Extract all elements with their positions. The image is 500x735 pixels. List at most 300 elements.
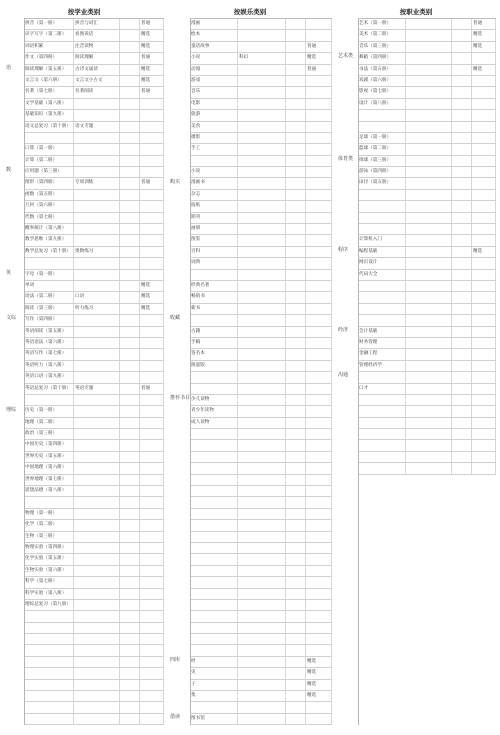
table-cell[interactable] [120,657,140,667]
table-cell[interactable] [238,680,286,690]
table-cell[interactable] [238,156,286,166]
table-cell[interactable] [472,361,496,371]
table-cell[interactable] [286,634,306,644]
table-cell[interactable] [286,554,306,564]
table-cell[interactable] [472,372,496,382]
table-cell[interactable] [238,634,286,644]
table-cell[interactable] [140,520,164,530]
table-cell[interactable] [452,235,472,245]
table-cell[interactable] [120,554,140,564]
table-cell[interactable] [406,315,452,325]
table-cell[interactable]: 金融工程 [358,349,406,359]
table-cell[interactable]: 词语积累 [24,42,74,52]
table-cell[interactable]: 篮球（第二册） [358,144,406,154]
table-cell[interactable] [452,224,472,234]
table-cell[interactable]: 手稿 [190,338,238,348]
table-cell[interactable] [190,315,238,325]
table-cell[interactable] [452,338,472,348]
table-cell[interactable] [452,315,472,325]
table-cell[interactable] [472,429,496,439]
table-cell[interactable]: 精选 [472,42,496,52]
table-cell[interactable] [74,554,120,564]
table-cell[interactable] [120,611,140,621]
table-cell[interactable]: 名著阅读 [74,87,120,97]
table-cell[interactable]: 精选 [306,691,332,701]
table-cell[interactable] [120,634,140,644]
table-cell[interactable]: 识字写字（第二册） [24,30,74,40]
table-cell[interactable]: 文言文（第六册） [24,76,74,86]
table-cell[interactable] [306,110,332,120]
table-cell[interactable] [74,235,120,245]
table-cell[interactable]: 图鉴 [190,235,238,245]
table-cell[interactable] [286,99,306,109]
table-cell[interactable] [120,53,140,63]
table-cell[interactable]: 科幻 [238,53,286,63]
table-cell[interactable] [286,258,306,268]
table-cell[interactable] [306,372,332,382]
table-cell[interactable] [472,395,496,405]
table-cell[interactable] [238,235,286,245]
table-cell[interactable]: 专项训练 [74,178,120,188]
table-cell[interactable] [120,213,140,223]
table-cell[interactable] [190,645,238,655]
table-cell[interactable]: 世界历史（第五册） [24,452,74,462]
table-cell[interactable] [406,213,452,223]
table-cell[interactable]: 文言文小古文 [74,76,120,86]
table-cell[interactable] [472,122,496,132]
table-cell[interactable]: 少儿读物 [190,395,238,405]
table-cell[interactable] [238,327,286,337]
table-cell[interactable]: 语法（第二册） [24,292,74,302]
table-cell[interactable] [286,657,306,667]
table-cell[interactable]: 阅读理解 [74,53,120,63]
table-cell[interactable] [306,30,332,40]
table-cell[interactable] [452,133,472,143]
table-cell[interactable] [238,475,286,485]
table-cell[interactable]: 思想品德（第八册） [24,486,74,496]
table-cell[interactable]: 旅游 [190,110,238,120]
table-cell[interactable] [358,440,406,450]
table-cell[interactable] [286,42,306,52]
table-cell[interactable] [238,623,286,633]
table-cell[interactable] [286,486,306,496]
table-cell[interactable] [406,463,452,473]
table-cell[interactable] [306,497,332,507]
table-cell[interactable] [120,623,140,633]
table-cell[interactable] [74,657,120,667]
table-cell[interactable] [238,406,286,416]
table-cell[interactable] [238,577,286,587]
table-cell[interactable] [74,349,120,359]
table-cell[interactable]: 青少年读物 [190,406,238,416]
table-cell[interactable]: 精选 [306,680,332,690]
table-cell[interactable] [120,110,140,120]
table-cell[interactable] [358,304,406,314]
table-cell[interactable]: 精选 [472,65,496,75]
table-cell[interactable] [190,520,238,530]
table-cell[interactable] [238,258,286,268]
table-cell[interactable]: 代数（第七册） [24,213,74,223]
table-cell[interactable] [306,702,332,712]
table-cell[interactable] [120,577,140,587]
table-cell[interactable] [238,452,286,462]
table-cell[interactable] [190,577,238,587]
table-cell[interactable] [306,475,332,485]
table-cell[interactable] [238,566,286,576]
table-cell[interactable] [120,702,140,712]
table-cell[interactable] [74,258,120,268]
table-cell[interactable] [190,452,238,462]
table-cell[interactable] [472,156,496,166]
table-cell[interactable] [406,418,452,428]
table-cell[interactable]: 集 [190,691,238,701]
table-cell[interactable] [120,270,140,280]
table-cell[interactable] [120,167,140,177]
table-cell[interactable]: 子 [190,680,238,690]
table-cell[interactable]: 口算（第一册） [24,144,74,154]
table-cell[interactable]: 历史（第一册） [24,406,74,416]
table-cell[interactable] [74,611,120,621]
table-cell[interactable]: 精选 [140,76,164,86]
table-cell[interactable] [286,87,306,97]
table-cell[interactable] [120,235,140,245]
table-cell[interactable] [306,167,332,177]
table-cell[interactable] [306,178,332,188]
table-cell[interactable]: 限量版 [190,361,238,371]
table-cell[interactable]: 设计（第八册） [358,99,406,109]
table-cell[interactable]: 文学基础（第八册） [24,99,74,109]
table-cell[interactable] [286,418,306,428]
table-cell[interactable] [238,201,286,211]
table-cell[interactable] [238,338,286,348]
table-cell[interactable] [452,304,472,314]
table-cell[interactable] [286,235,306,245]
table-cell[interactable] [286,702,306,712]
table-cell[interactable] [74,589,120,599]
table-cell[interactable] [406,235,452,245]
table-cell[interactable]: 小说 [190,53,238,63]
table-cell[interactable] [140,315,164,325]
table-cell[interactable] [120,133,140,143]
table-cell[interactable] [306,247,332,257]
table-cell[interactable] [238,384,286,394]
table-cell[interactable]: 世界地理（第七册） [24,475,74,485]
table-cell[interactable] [238,30,286,40]
table-cell[interactable] [74,623,120,633]
table-cell[interactable] [286,714,306,724]
table-cell[interactable] [452,99,472,109]
table-cell[interactable] [306,133,332,143]
table-cell[interactable]: 经典名著 [190,281,238,291]
table-cell[interactable] [238,486,286,496]
table-cell[interactable]: 中国地理（第六册） [24,463,74,473]
table-cell[interactable] [358,281,406,291]
table-cell[interactable] [306,349,332,359]
table-cell[interactable]: 单词 [24,281,74,291]
table-cell[interactable] [406,19,452,29]
table-cell[interactable] [286,281,306,291]
table-cell[interactable] [306,554,332,564]
table-cell[interactable]: 画册 [190,224,238,234]
table-cell[interactable] [286,304,306,314]
table-cell[interactable]: 生物（第三册） [24,532,74,542]
table-cell[interactable] [120,327,140,337]
table-cell[interactable] [306,76,332,86]
table-cell[interactable] [286,315,306,325]
table-cell[interactable] [120,418,140,428]
table-cell[interactable] [406,384,452,394]
table-cell[interactable] [140,235,164,245]
table-cell[interactable] [140,645,164,655]
table-cell[interactable]: 政治（第三册） [24,429,74,439]
table-cell[interactable] [452,87,472,97]
table-cell[interactable]: 普通 [306,42,332,52]
table-cell[interactable] [120,668,140,678]
table-cell[interactable] [472,190,496,200]
table-cell[interactable] [238,554,286,564]
table-cell[interactable] [452,372,472,382]
table-cell[interactable]: 手工 [190,144,238,154]
table-cell[interactable] [120,178,140,188]
table-cell[interactable] [24,645,74,655]
table-cell[interactable]: 科学（第七册） [24,577,74,587]
table-cell[interactable] [286,327,306,337]
table-cell[interactable]: 摄影 [190,133,238,143]
table-cell[interactable] [286,668,306,678]
table-cell[interactable] [452,30,472,40]
table-cell[interactable] [120,497,140,507]
table-cell[interactable] [406,281,452,291]
table-cell[interactable]: 期刊 [190,213,238,223]
table-cell[interactable] [74,452,120,462]
table-cell[interactable] [74,486,120,496]
table-cell[interactable] [472,384,496,394]
table-cell[interactable] [238,292,286,302]
table-cell[interactable]: 理综总复习（第九册） [24,600,74,610]
table-cell[interactable] [190,634,238,644]
table-cell[interactable] [120,486,140,496]
table-cell[interactable]: 阅读理解（第五册） [24,65,74,75]
table-cell[interactable]: 看图说话 [74,30,120,40]
table-cell[interactable] [238,497,286,507]
table-cell[interactable] [238,42,286,52]
table-cell[interactable] [452,213,472,223]
table-cell[interactable] [190,497,238,507]
table-cell[interactable] [190,372,238,382]
table-cell[interactable] [286,361,306,371]
table-cell[interactable] [286,497,306,507]
table-cell[interactable] [120,543,140,553]
table-cell[interactable] [472,418,496,428]
table-cell[interactable]: 计算机入门 [358,235,406,245]
table-cell[interactable] [140,566,164,576]
table-cell[interactable] [120,532,140,542]
table-cell[interactable] [74,133,120,143]
table-cell[interactable] [24,668,74,678]
table-cell[interactable]: 漫画 [190,19,238,29]
table-cell[interactable] [190,702,238,712]
table-cell[interactable] [24,657,74,667]
table-cell[interactable] [472,292,496,302]
table-cell[interactable]: 杂志 [190,190,238,200]
table-cell[interactable] [452,110,472,120]
table-cell[interactable] [120,452,140,462]
table-cell[interactable] [358,122,406,132]
table-cell[interactable] [452,76,472,86]
table-cell[interactable] [120,99,140,109]
table-cell[interactable] [306,19,332,29]
table-cell[interactable] [306,270,332,280]
table-cell[interactable]: 听力练习 [74,304,120,314]
table-cell[interactable] [238,429,286,439]
table-cell[interactable] [306,338,332,348]
table-cell[interactable] [406,76,452,86]
table-cell[interactable]: 精选 [306,53,332,63]
table-cell[interactable] [358,395,406,405]
table-cell[interactable]: 函数（第五册） [24,190,74,200]
table-cell[interactable] [286,680,306,690]
table-cell[interactable]: 物理（第一册） [24,509,74,519]
table-cell[interactable]: 计算（第二册） [24,156,74,166]
table-cell[interactable] [74,577,120,587]
table-cell[interactable]: 语文专题 [74,122,120,132]
table-cell[interactable] [286,395,306,405]
table-cell[interactable] [358,452,406,462]
table-cell[interactable] [120,395,140,405]
table-cell[interactable]: 名著（第七册） [24,87,74,97]
table-cell[interactable] [306,395,332,405]
table-cell[interactable] [140,463,164,473]
table-cell[interactable] [406,144,452,154]
table-cell[interactable] [140,452,164,462]
table-cell[interactable] [306,213,332,223]
table-cell[interactable] [120,258,140,268]
table-cell[interactable] [406,258,452,268]
table-cell[interactable] [358,190,406,200]
table-cell[interactable] [140,543,164,553]
table-cell[interactable] [306,634,332,644]
table-cell[interactable]: 精选 [140,281,164,291]
table-cell[interactable] [238,668,286,678]
table-cell[interactable] [140,475,164,485]
table-cell[interactable] [472,270,496,280]
table-cell[interactable] [74,440,120,450]
table-cell[interactable] [74,224,120,234]
table-cell[interactable] [472,224,496,234]
table-cell[interactable] [286,429,306,439]
table-cell[interactable] [286,384,306,394]
table-cell[interactable] [190,384,238,394]
table-cell[interactable] [286,156,306,166]
table-cell[interactable] [74,463,120,473]
table-cell[interactable] [306,258,332,268]
table-cell[interactable] [140,486,164,496]
table-cell[interactable] [306,292,332,302]
table-cell[interactable] [120,338,140,348]
table-cell[interactable] [120,292,140,302]
table-cell[interactable] [24,702,74,712]
table-cell[interactable] [286,133,306,143]
table-cell[interactable] [286,190,306,200]
table-cell[interactable]: 英语总复习（第十册） [24,384,74,394]
table-cell[interactable] [306,440,332,450]
table-cell[interactable]: 精选 [472,30,496,40]
table-cell[interactable] [286,543,306,553]
table-cell[interactable] [406,247,452,257]
table-cell[interactable] [238,304,286,314]
table-cell[interactable] [120,190,140,200]
table-cell[interactable] [190,475,238,485]
table-cell[interactable] [238,463,286,473]
table-cell[interactable] [306,201,332,211]
table-cell[interactable] [140,532,164,542]
table-cell[interactable] [190,543,238,553]
table-cell[interactable] [306,384,332,394]
table-cell[interactable]: 英语阅读（第五册） [24,327,74,337]
table-cell[interactable] [238,543,286,553]
table-cell[interactable] [120,42,140,52]
table-cell[interactable] [140,668,164,678]
table-cell[interactable] [120,691,140,701]
table-cell[interactable] [358,201,406,211]
table-cell[interactable]: 语文总复习（第十册） [24,122,74,132]
table-cell[interactable] [306,235,332,245]
table-cell[interactable]: 拼音（第一册） [24,19,74,29]
table-cell[interactable] [286,691,306,701]
table-cell[interactable] [406,361,452,371]
table-cell[interactable] [452,406,472,416]
table-cell[interactable] [238,178,286,188]
table-cell[interactable] [406,133,452,143]
table-cell[interactable]: 游戏 [190,76,238,86]
table-cell[interactable] [74,190,120,200]
table-cell[interactable] [74,167,120,177]
table-cell[interactable] [140,201,164,211]
table-cell[interactable] [286,122,306,132]
table-cell[interactable] [238,122,286,132]
table-cell[interactable] [358,418,406,428]
table-cell[interactable] [74,327,120,337]
table-cell[interactable] [24,634,74,644]
table-cell[interactable] [472,99,496,109]
table-cell[interactable] [452,281,472,291]
table-cell[interactable]: 物理实验（第四册） [24,543,74,553]
table-cell[interactable] [238,418,286,428]
table-cell[interactable] [140,406,164,416]
table-cell[interactable] [120,429,140,439]
table-cell[interactable] [406,452,452,462]
table-cell[interactable] [140,497,164,507]
table-cell[interactable] [358,406,406,416]
table-cell[interactable]: 书法（第五册） [358,65,406,75]
table-cell[interactable] [238,144,286,154]
table-cell[interactable] [452,429,472,439]
table-cell[interactable] [286,577,306,587]
table-cell[interactable] [190,156,238,166]
table-cell[interactable] [286,406,306,416]
table-cell[interactable] [74,532,120,542]
table-cell[interactable] [452,292,472,302]
table-cell[interactable] [140,338,164,348]
table-cell[interactable]: 精选 [140,292,164,302]
table-cell[interactable] [74,509,120,519]
table-cell[interactable] [140,349,164,359]
table-cell[interactable] [406,87,452,97]
table-cell[interactable]: 应用题（第三册） [24,167,74,177]
table-cell[interactable] [238,589,286,599]
table-cell[interactable]: 拼音与词汇 [74,19,120,29]
table-cell[interactable] [452,247,472,257]
